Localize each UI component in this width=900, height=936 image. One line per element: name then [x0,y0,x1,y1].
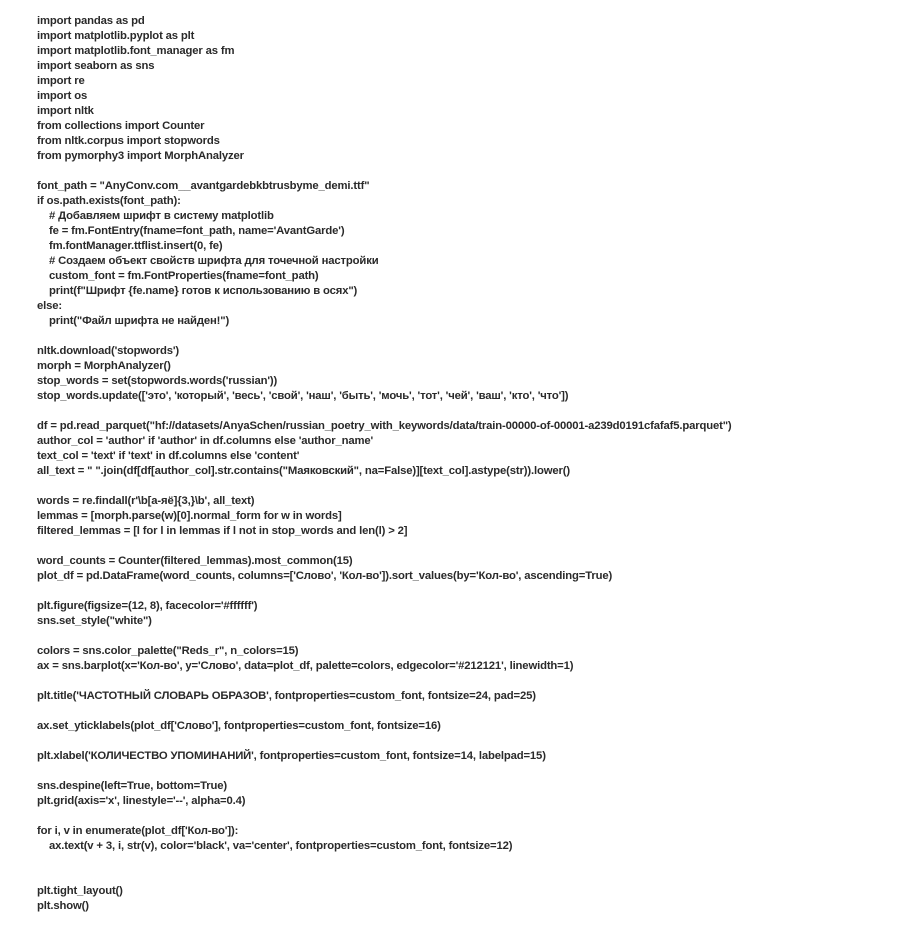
code-line: print("Файл шрифта не найден!") [37,315,230,327]
code-line: import pandas as pd [37,15,145,27]
code-line: import nltk [37,105,94,117]
code-line: plt.figure(figsize=(12, 8), facecolor='#ffffff') [37,600,258,612]
code-line: plt.title('ЧАСТОТНЫЙ СЛОВАРЬ ОБРАЗОВ', fontproperties=custom_font, fontsize=24, pad=25) [37,690,536,702]
code-line: df = pd.read_parquet("hf://datasets/AnyaSchen/russian_poetry_with_keywords/data/train-00000-of-00001-a239d0191cfafaf5.parquet") [37,420,732,432]
code-line: plt.xlabel('КОЛИЧЕСТВО УПОМИНАНИЙ', fontproperties=custom_font, fontsize=14, labelpad=15) [37,750,546,762]
blank-line [37,674,892,689]
blank-line [37,734,892,749]
code-line: from collections import Counter [37,120,205,132]
code-line: import matplotlib.pyplot as plt [37,30,195,42]
blank-line [37,869,892,884]
code-line: word_counts = Counter(filtered_lemmas).most_common(15) [37,555,353,567]
blank-line [37,809,892,824]
code-line: import matplotlib.font_manager as fm [37,45,235,57]
code-line: import os [37,90,88,102]
code-line: stop_words = set(stopwords.words('russian')) [37,375,278,387]
blank-line [37,854,892,869]
code-line: from pymorphy3 import MorphAnalyzer [37,150,244,162]
code-line: text_col = 'text' if 'text' in df.columns else 'content' [37,450,300,462]
code-line: from nltk.corpus import stopwords [37,135,220,147]
blank-line [37,479,892,494]
blank-line [37,704,892,719]
code-line: ax.text(v + 3, i, str(v), color='black', va='center', fontproperties=custom_font, fontsize=12) [37,840,513,852]
code-line: words = re.findall(r'\b[а-яё]{3,}\b', all_text) [37,495,255,507]
code-line: # Создаем объект свойств шрифта для точечной настройки [37,255,379,267]
code-line: author_col = 'author' if 'author' in df.columns else 'author_name' [37,435,374,447]
code-line: # Добавляем шрифт в систему matplotlib [37,210,274,222]
blank-line [37,404,892,419]
blank-line [37,629,892,644]
code-line: plt.tight_layout() [37,885,123,897]
blank-line [37,164,892,179]
code-line: plt.show() [37,900,89,912]
code-line: fe = fm.FontEntry(fname=font_path, name='AvantGarde') [37,225,345,237]
code-line: font_path = "AnyConv.com__avantgardebkbtrusbyme_demi.ttf" [37,180,370,192]
blank-line [37,539,892,554]
code-line: nltk.download('stopwords') [37,345,180,357]
code-line: print(f"Шрифт {fe.name} готов к использованию в осях") [37,285,358,297]
code-line: fm.fontManager.ttflist.insert(0, fe) [37,240,223,252]
blank-line [37,584,892,599]
code-line: import re [37,75,85,87]
code-line: ax = sns.barplot(x='Кол-во', y='Слово', data=plot_df, palette=colors, edgecolor='#212121', linewidth=1) [37,660,574,672]
code-line: stop_words.update(['это', 'который', 'весь', 'свой', 'наш', 'быть', 'мочь', 'тот', 'чей', 'ваш', 'кто', 'что']) [37,390,569,402]
code-line: colors = sns.color_palette("Reds_r", n_colors=15) [37,645,299,657]
code-line: lemmas = [morph.parse(w)[0].normal_form for w in words] [37,510,342,522]
code-line: else: [37,300,62,312]
code-line: if os.path.exists(font_path): [37,195,181,207]
code-line: filtered_lemmas = [l for l in lemmas if l not in stop_words and len(l) > 2] [37,525,408,537]
code-line: ax.set_yticklabels(plot_df['Слово'], fontproperties=custom_font, fontsize=16) [37,720,441,732]
code-line: sns.despine(left=True, bottom=True) [37,780,227,792]
code-line: morph = MorphAnalyzer() [37,360,171,372]
code-line: custom_font = fm.FontProperties(fname=font_path) [37,270,319,282]
code-line: for i, v in enumerate(plot_df['Кол-во']): [37,825,239,837]
code-line: sns.set_style("white") [37,615,152,627]
code-listing [37,14,892,914]
code-line: plt.grid(axis='x', linestyle='--', alpha=0.4) [37,795,246,807]
blank-line [37,329,892,344]
blank-line [37,764,892,779]
code-line: import seaborn as sns [37,60,155,72]
code-line: plot_df = pd.DataFrame(word_counts, columns=['Слово', 'Кол-во']).sort_values(by='Кол-во', ascending=True) [37,570,613,582]
code-line: all_text = " ".join(df[df[author_col].str.contains("Маяковский", na=False)][text_col].astype(str)).lower() [37,465,570,477]
